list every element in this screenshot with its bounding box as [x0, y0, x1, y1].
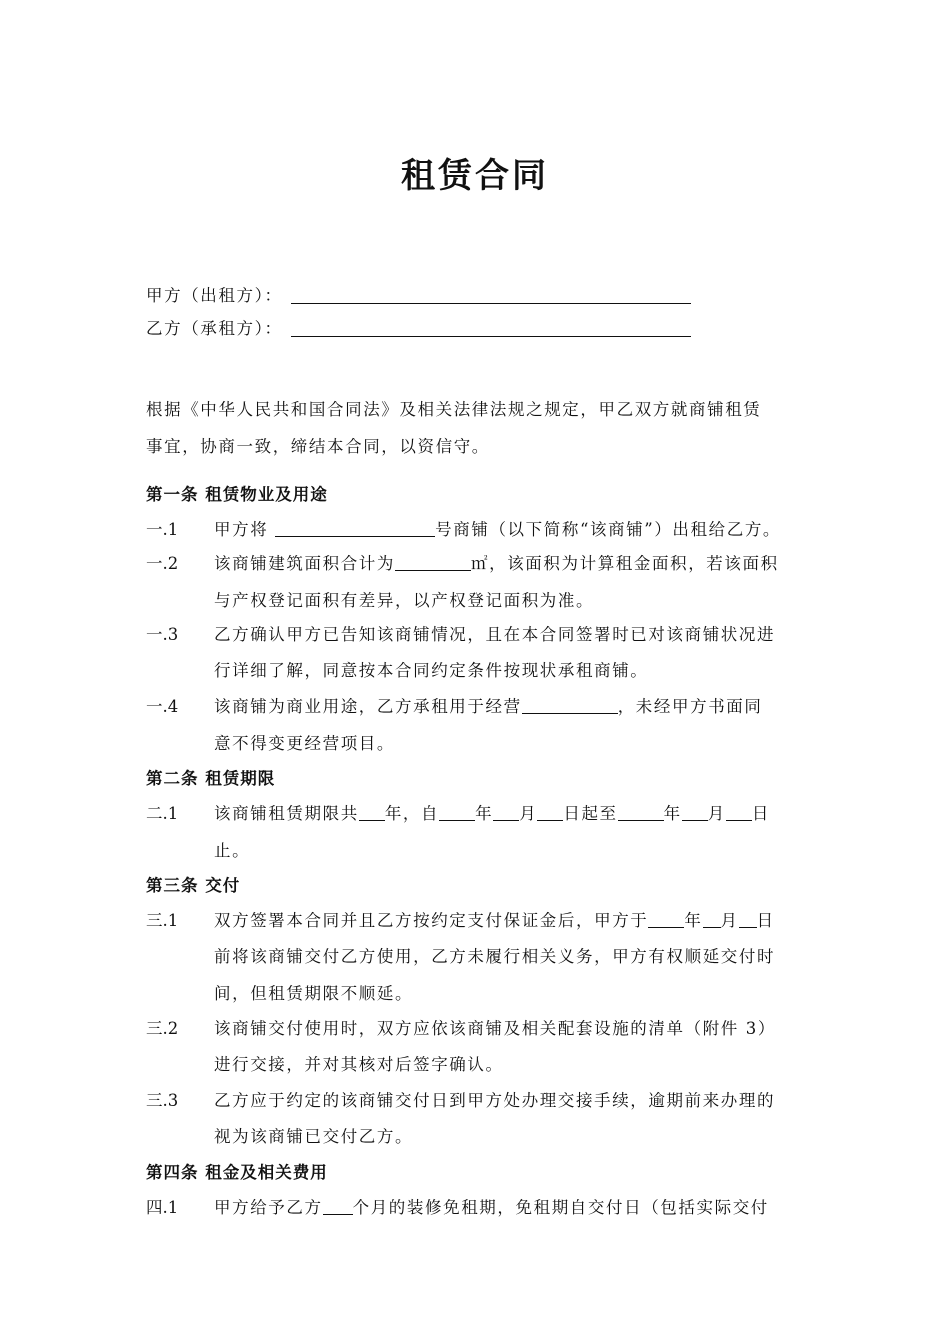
clause-text: 甲方将: [214, 520, 276, 539]
clause-3-3: [146, 1090, 775, 1112]
clause-3-1: [146, 910, 775, 932]
clause-number: 二.1: [146, 804, 179, 823]
clause-text: 乙方确认甲方已告知该商铺情况，且在本合同签署时已对该商铺状况进: [214, 625, 776, 644]
article-2-heading: 第二条 租赁期限: [146, 769, 276, 788]
clause-text: 个月的装修免租期，免租期自交付日（包括实际交付: [352, 1198, 769, 1217]
party-a-blank[interactable]: [291, 287, 691, 304]
delivery-month-blank[interactable]: [703, 911, 721, 928]
intro-line-1: 根据《中华人民共和国合同法》及相关法律法规之规定，甲乙双方就商铺租赁: [146, 400, 762, 419]
clause-number: 四.1: [146, 1198, 179, 1217]
article-4-heading: 第四条 租金及相关费用: [146, 1163, 328, 1182]
area-blank[interactable]: [395, 554, 471, 571]
clause-number: 三.3: [146, 1091, 179, 1110]
clause-1-4: [146, 696, 763, 718]
clause-text: 年，自: [384, 804, 440, 823]
start-day-blank[interactable]: [537, 804, 563, 821]
clause-1-2: [146, 553, 779, 575]
clause-1-3-line-2: 行详细了解，同意按本合同约定条件按现状承租商铺。: [214, 661, 649, 680]
clause-text: 月: [519, 804, 538, 823]
business-scope-blank[interactable]: [522, 697, 618, 714]
clause-1-1: [146, 519, 781, 541]
clause-number: 三.2: [146, 1019, 179, 1038]
clause-1-2-line-2: 与产权登记面积有差异，以产权登记面积为准。: [214, 591, 595, 610]
clause-text: 该商铺为商业用途，乙方承租用于经营: [214, 697, 522, 716]
clause-number: 一.2: [146, 554, 179, 573]
clause-text: 日: [756, 911, 775, 930]
clause-1-4-line-2: 意不得变更经营项目。: [214, 734, 395, 753]
end-year-blank[interactable]: [618, 804, 664, 821]
clause-3-3-line-2: 视为该商铺已交付乙方。: [214, 1127, 414, 1146]
clause-text: ，未经甲方书面同: [617, 697, 763, 716]
delivery-day-blank[interactable]: [739, 911, 757, 928]
clause-2-1-line-2: 止。: [214, 841, 251, 860]
clause-text: 号商铺（以下简称“该商铺”）出租给乙方。: [435, 520, 782, 539]
clause-text: 该商铺交付使用时，双方应依该商铺及相关配套设施的清单（附件 3）: [214, 1019, 776, 1038]
clause-text: 日起至: [563, 804, 618, 823]
start-year-blank[interactable]: [439, 804, 475, 821]
clause-4-1: [146, 1197, 769, 1219]
clause-3-2-line-2: 进行交接，并对其核对后签字确认。: [214, 1055, 504, 1074]
party-a-label: 甲方（出租方）：: [146, 286, 283, 305]
end-day-blank[interactable]: [726, 804, 752, 821]
party-b-blank[interactable]: [291, 320, 691, 337]
clause-text: 乙方应于约定的该商铺交付日到甲方处办理交接手续，逾期前来办理的: [214, 1091, 776, 1110]
end-month-blank[interactable]: [682, 804, 708, 821]
clause-text: 甲方给予乙方: [214, 1198, 323, 1217]
clause-3-2: [146, 1018, 776, 1040]
clause-1-3: [146, 624, 775, 646]
clause-number: 一.3: [146, 625, 179, 644]
start-month-blank[interactable]: [493, 804, 519, 821]
clause-text: 该商铺建筑面积合计为: [214, 554, 395, 573]
clause-text: 月: [720, 911, 739, 930]
clause-text: 双方签署本合同并且乙方按约定支付保证金后，甲方于: [214, 911, 649, 930]
clause-text: 年: [684, 911, 703, 930]
article-1-heading: 第一条 租赁物业及用途: [146, 485, 328, 504]
clause-number: 一.1: [146, 520, 179, 539]
clause-3-1-line-3: 间，但租赁期限不顺延。: [214, 984, 414, 1003]
party-b-label: 乙方（承租方）：: [146, 319, 283, 338]
clause-text: 年: [663, 804, 682, 823]
clause-text: 年: [475, 804, 494, 823]
delivery-year-blank[interactable]: [648, 911, 684, 928]
clause-number: 三.1: [146, 911, 179, 930]
party-b-row: [146, 318, 691, 340]
clause-3-1-line-2: 前将该商铺交付乙方使用，乙方未履行相关义务，甲方有权顺延交付时: [214, 947, 776, 966]
article-3-heading: 第三条 交付: [146, 876, 241, 895]
clause-text: 月: [707, 804, 726, 823]
clause-text: 该商铺租赁期限共: [214, 804, 359, 823]
party-a-row: [146, 285, 691, 307]
intro-line-2: 事宜，协商一致，缔结本合同，以资信守。: [146, 437, 490, 456]
clause-text: 日: [751, 804, 770, 823]
clause-2-1: [146, 803, 770, 825]
contract-title: 租赁合同: [401, 156, 549, 196]
term-years-blank[interactable]: [359, 804, 385, 821]
clause-number: 一.4: [146, 697, 179, 716]
clause-text: ㎡，该面积为计算租金面积，若该面积: [471, 554, 779, 573]
shop-number-blank[interactable]: [275, 520, 435, 537]
free-rent-months-blank[interactable]: [323, 1198, 353, 1215]
